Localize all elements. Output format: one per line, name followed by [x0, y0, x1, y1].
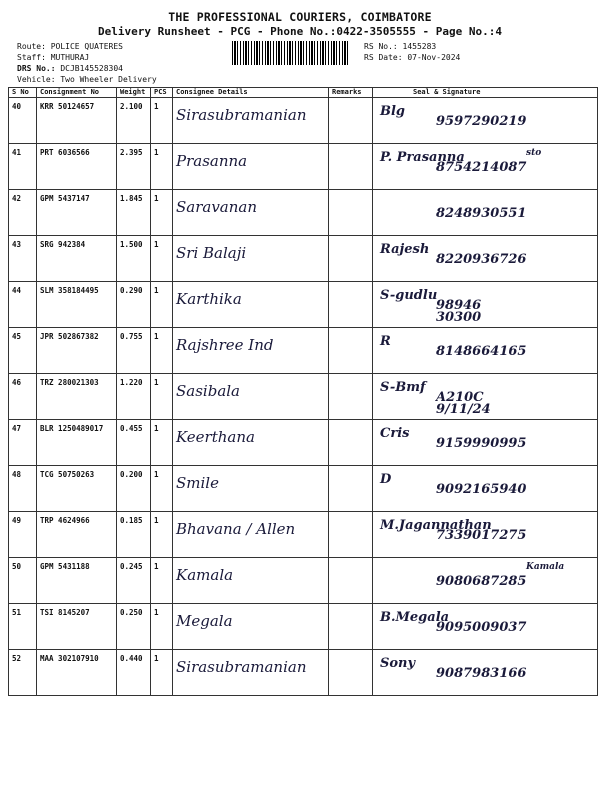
signature-phone: 9597290219 — [436, 114, 527, 129]
signature-phone: 7339017275 — [436, 528, 527, 543]
table-row — [9, 144, 598, 190]
signature-phone-2: 9/11/24 — [436, 402, 491, 417]
row-consignee — [173, 604, 329, 650]
consignee-handwriting: Sirasubramanian — [176, 658, 307, 676]
row-pcs: 1 — [151, 98, 173, 144]
row-consignee — [173, 374, 329, 420]
signature-phone: 98946 — [436, 298, 482, 313]
row-signature — [373, 190, 598, 236]
consignee-handwriting: Sasibala — [176, 382, 240, 400]
row-sno: 49 — [9, 512, 37, 558]
row-sno: 43 — [9, 236, 37, 282]
row-consignee — [173, 650, 329, 696]
row-consignment-no: GPM 5431188 — [37, 558, 117, 604]
drs-label: DRS No.: — [17, 64, 56, 73]
row-remarks — [329, 144, 373, 190]
consignee-handwriting: Saravanan — [176, 198, 258, 216]
row-weight: 0.185 — [117, 512, 151, 558]
row-pcs: 1 — [151, 604, 173, 650]
signature-phone: 9087983166 — [436, 666, 527, 681]
runsheet-subtitle: Delivery Runsheet - PCG - Phone No.:0422-3505555 - Page No.:4 — [98, 25, 502, 38]
row-consignee — [173, 144, 329, 190]
signature-mark: D — [380, 472, 392, 487]
signature-mark: S-gudlu — [380, 288, 438, 303]
table-row — [9, 420, 598, 466]
table-row — [9, 282, 598, 328]
company-title: THE PROFESSIONAL COURIERS, COIMBATORE — [168, 10, 432, 24]
row-consignment-no: SLM 358184495 — [37, 282, 117, 328]
signature-mark: B.Megala — [380, 610, 450, 625]
row-pcs: 1 — [151, 328, 173, 374]
table-row — [9, 328, 598, 374]
row-weight: 0.250 — [117, 604, 151, 650]
consignee-handwriting: Karthika — [176, 290, 242, 308]
col-pcs: PCS — [151, 88, 173, 98]
row-sno: 42 — [9, 190, 37, 236]
row-consignee — [173, 236, 329, 282]
row-remarks — [329, 98, 373, 144]
row-sno: 48 — [9, 466, 37, 512]
col-remarks: Remarks — [329, 88, 373, 98]
row-remarks — [329, 282, 373, 328]
row-consignee — [173, 420, 329, 466]
row-consignee — [173, 282, 329, 328]
row-remarks — [329, 328, 373, 374]
table-row — [9, 512, 598, 558]
row-signature — [373, 98, 598, 144]
row-remarks — [329, 420, 373, 466]
row-weight: 0.455 — [117, 420, 151, 466]
signature-phone: 8148664165 — [436, 344, 527, 359]
row-consignment-no: TRZ 280021303 — [37, 374, 117, 420]
row-consignee — [173, 512, 329, 558]
row-consignment-no: GPM 5437147 — [37, 190, 117, 236]
row-pcs: 1 — [151, 374, 173, 420]
row-sno: 44 — [9, 282, 37, 328]
row-signature — [373, 512, 598, 558]
vehicle-info: Vehicle: Two Wheeler Delivery — [17, 75, 157, 84]
route-info: Route: POLICE QUATERES — [17, 42, 123, 51]
row-consignment-no: BLR 1250489017 — [37, 420, 117, 466]
signature-mark: Sony — [380, 656, 416, 671]
row-signature — [373, 650, 598, 696]
row-pcs: 1 — [151, 282, 173, 328]
row-sno: 52 — [9, 650, 37, 696]
row-weight: 0.200 — [117, 466, 151, 512]
drs-info — [17, 63, 123, 74]
row-weight: 0.245 — [117, 558, 151, 604]
row-sno: 40 — [9, 98, 37, 144]
row-remarks — [329, 558, 373, 604]
row-signature — [373, 558, 598, 604]
rs-number: RS No.: 1455283 — [364, 42, 437, 51]
row-consignee — [173, 558, 329, 604]
row-pcs: 1 — [151, 650, 173, 696]
row-pcs: 1 — [151, 236, 173, 282]
table-row — [9, 374, 598, 420]
table-row — [9, 98, 598, 144]
signature-note: Kamala — [526, 562, 565, 572]
row-sno: 45 — [9, 328, 37, 374]
row-weight: 0.440 — [117, 650, 151, 696]
consignee-handwriting: Rajshree Ind — [176, 336, 274, 354]
col-weight: Weight — [117, 88, 151, 98]
row-weight: 0.755 — [117, 328, 151, 374]
row-signature — [373, 374, 598, 420]
signature-mark: R — [380, 334, 391, 349]
row-pcs: 1 — [151, 512, 173, 558]
row-consignment-no: JPR 502867382 — [37, 328, 117, 374]
row-signature — [373, 420, 598, 466]
row-consignee — [173, 98, 329, 144]
table-row — [9, 236, 598, 282]
row-signature — [373, 144, 598, 190]
consignee-handwriting: Megala — [176, 612, 233, 630]
row-sno: 51 — [9, 604, 37, 650]
drs-value: DCJB145528304 — [60, 64, 123, 73]
row-pcs: 1 — [151, 466, 173, 512]
row-signature — [373, 604, 598, 650]
row-consignment-no: MAA 302107910 — [37, 650, 117, 696]
col-consignment: Consignment No — [37, 88, 117, 98]
row-weight: 2.395 — [117, 144, 151, 190]
row-remarks — [329, 466, 373, 512]
row-consignment-no: KRR 50124657 — [37, 98, 117, 144]
signature-phone: 9080687285 — [436, 574, 527, 589]
col-consignee: Consignee Details — [173, 88, 329, 98]
row-remarks — [329, 190, 373, 236]
signature-phone: 8220936726 — [436, 252, 527, 267]
consignee-handwriting: Keerthana — [176, 428, 255, 446]
signature-mark: Cris — [380, 426, 410, 441]
row-weight: 1.845 — [117, 190, 151, 236]
delivery-table — [8, 87, 598, 696]
row-consignment-no: PRT 6036566 — [37, 144, 117, 190]
row-weight: 1.220 — [117, 374, 151, 420]
row-signature — [373, 236, 598, 282]
signature-note: sto — [526, 148, 542, 158]
row-consignment-no: TRP 4624966 — [37, 512, 117, 558]
consignee-handwriting: Bhavana / Allen — [176, 520, 296, 538]
table-row — [9, 650, 598, 696]
signature-mark: Rajesh — [380, 242, 430, 257]
row-signature — [373, 466, 598, 512]
row-signature — [373, 282, 598, 328]
row-remarks — [329, 512, 373, 558]
row-consignee — [173, 328, 329, 374]
signature-phone: A210C — [436, 390, 484, 405]
consignee-handwriting: Prasanna — [176, 152, 248, 170]
signature-mark: Blg — [380, 104, 406, 119]
rs-date: RS Date: 07-Nov-2024 — [364, 53, 461, 62]
row-weight: 2.100 — [117, 98, 151, 144]
row-pcs: 1 — [151, 144, 173, 190]
row-remarks — [329, 604, 373, 650]
barcode-image — [232, 41, 350, 65]
consignee-handwriting: Smile — [176, 474, 219, 492]
table-row — [9, 190, 598, 236]
row-consignment-no: TCG 50750263 — [37, 466, 117, 512]
signature-mark: S-Bmf — [380, 380, 426, 395]
row-consignment-no: TSI 8145207 — [37, 604, 117, 650]
col-signature: Seal & Signature — [373, 88, 598, 98]
row-sno: 47 — [9, 420, 37, 466]
row-sno: 41 — [9, 144, 37, 190]
col-sno: S No — [9, 88, 37, 98]
table-header — [9, 88, 598, 98]
row-remarks — [329, 374, 373, 420]
signature-phone: 9095009037 — [436, 620, 527, 635]
row-remarks — [329, 236, 373, 282]
table-row — [9, 558, 598, 604]
signature-mark: P. Prasanna — [380, 150, 465, 165]
row-sno: 50 — [9, 558, 37, 604]
row-signature — [373, 328, 598, 374]
row-pcs: 1 — [151, 190, 173, 236]
table-row — [9, 466, 598, 512]
signature-phone: 9159990995 — [436, 436, 527, 451]
row-remarks — [329, 650, 373, 696]
row-consignee — [173, 466, 329, 512]
row-weight: 1.500 — [117, 236, 151, 282]
staff-info: Staff: MUTHURAJ — [17, 53, 90, 62]
table-row — [9, 604, 598, 650]
consignee-handwriting: Kamala — [176, 566, 234, 584]
signature-mark: M.Jagannathan — [380, 518, 492, 533]
row-sno: 46 — [9, 374, 37, 420]
signature-phone: 8248930551 — [436, 206, 527, 221]
row-weight: 0.290 — [117, 282, 151, 328]
row-consignee — [173, 190, 329, 236]
signature-phone: 9092165940 — [436, 482, 527, 497]
consignee-handwriting: Sri Balaji — [176, 244, 247, 262]
signature-phone: 8754214087 — [436, 160, 527, 175]
signature-phone-2: 30300 — [436, 310, 482, 325]
row-pcs: 1 — [151, 558, 173, 604]
row-pcs: 1 — [151, 420, 173, 466]
row-consignment-no: SRG 942384 — [37, 236, 117, 282]
consignee-handwriting: Sirasubramanian — [176, 106, 307, 124]
